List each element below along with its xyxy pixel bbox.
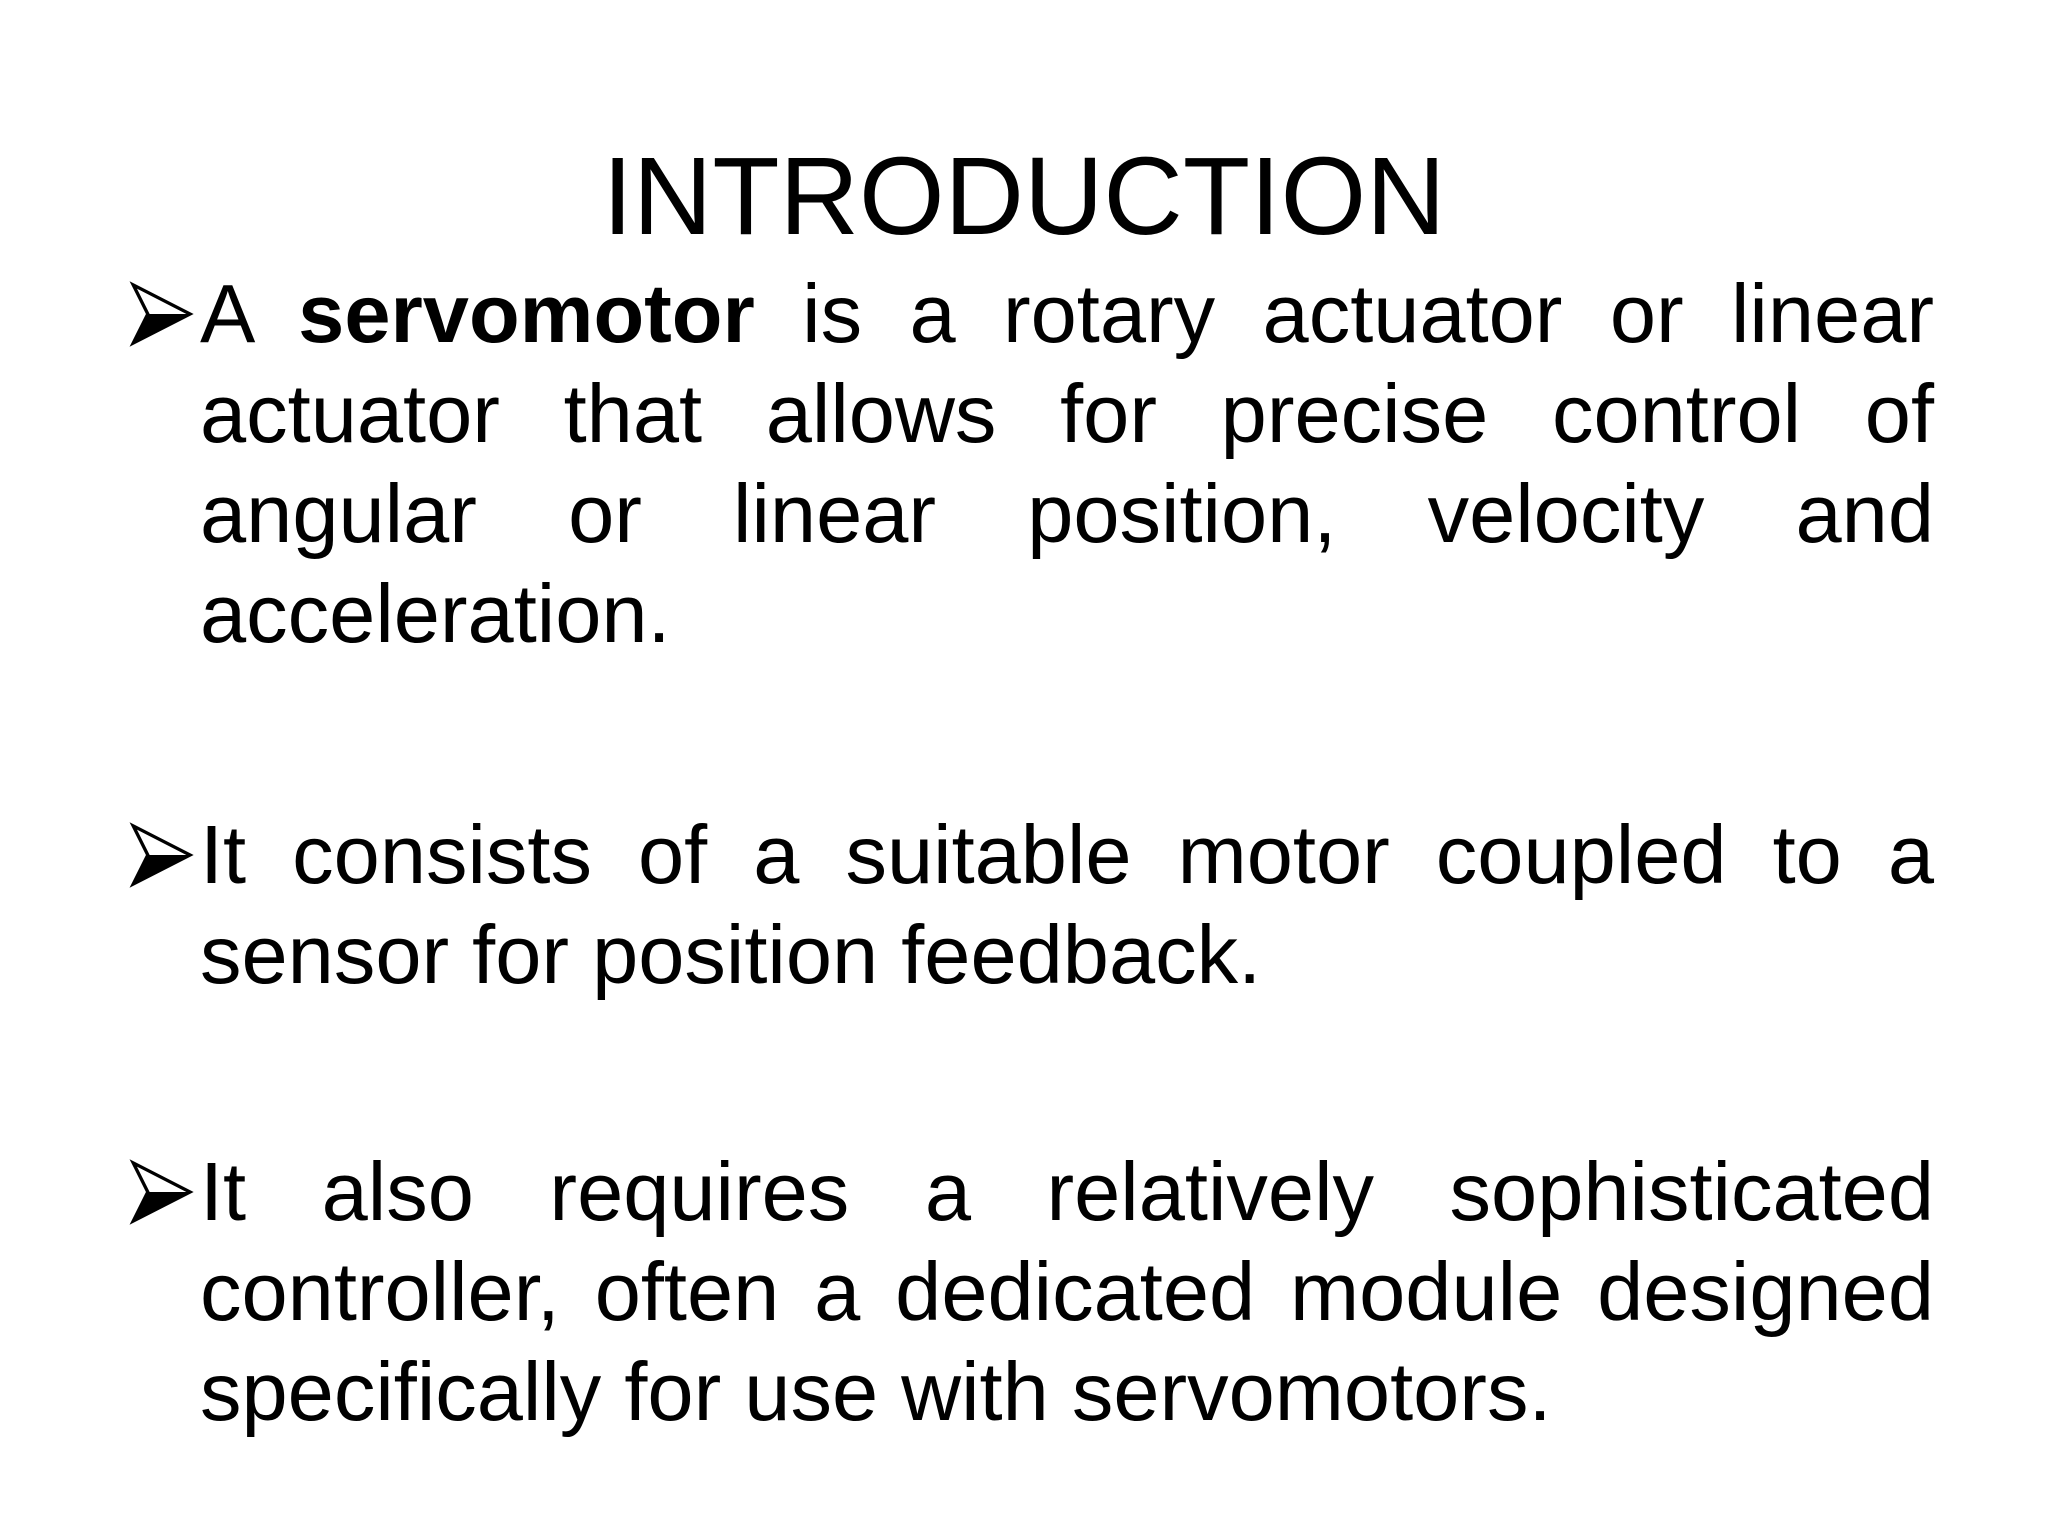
bullet-text: It also requires a relatively sophisticated controller, often a dedicated module designed specifically for use with servomotors. bbox=[200, 1145, 1934, 1438]
bullet-item bbox=[128, 264, 1934, 664]
slide-title: INTRODUCTION bbox=[602, 135, 1446, 258]
bullet-text bbox=[200, 264, 1934, 664]
bullet-prefix: A bbox=[200, 267, 299, 360]
bullet-item bbox=[128, 1142, 1934, 1442]
arrow-bullet-icon bbox=[128, 1142, 200, 1242]
bullet-item bbox=[128, 805, 1934, 1005]
bullet-text: It consists of a suitable motor coupled to a sensor for position feedback. bbox=[200, 808, 1934, 1001]
arrow-bullet-icon bbox=[128, 805, 200, 905]
bold-term: servomotor bbox=[298, 267, 755, 360]
bullet-suffix: is a rotary actuator or linear actuator that allows for precise control of angular or linear position, velocity and acceleration. bbox=[200, 267, 1934, 660]
arrow-bullet-icon bbox=[128, 264, 200, 364]
